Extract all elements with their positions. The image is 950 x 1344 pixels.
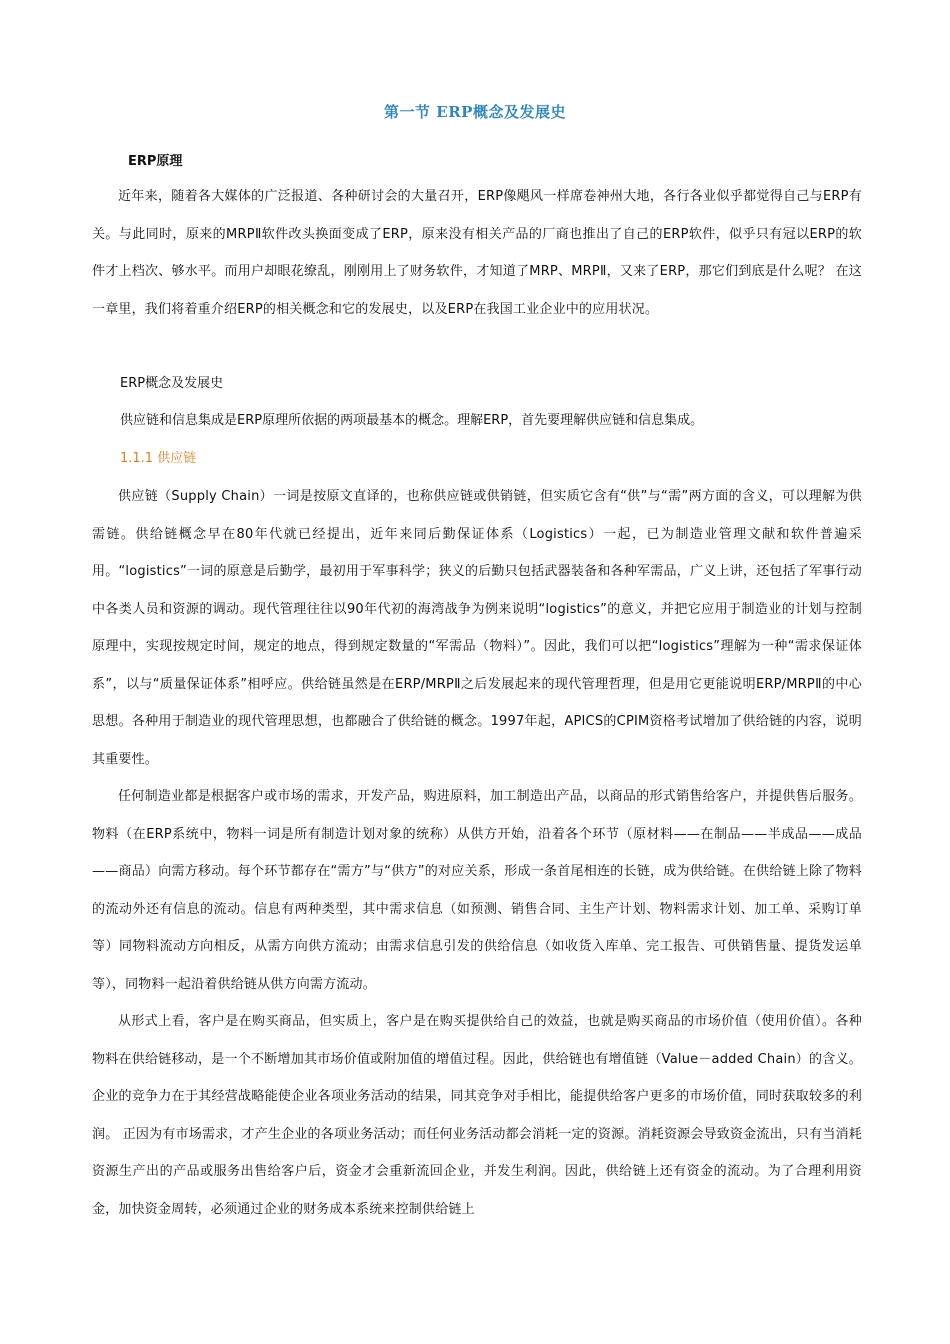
paragraph-value-chain: 从形式上看，客户是在购买商品，但实质上，客户是在购买提供给自己的效益，也就是购买商品的市场价值（使用价值）。各种物料在供给链移动，是一个不断增加其市场价值或附加值的增值过程。因此，供给链也有增值链（Value－added Chain）的含义。企业的竞争力在于其经营战略能使企业各项业务活动的结果，同其竞争对手相比，能提供给客户更多的市场价值，同时获取较多的利润。 正因为有市场需求，才产生企业的各项业务活动；而任何业务活动都会消耗一定的资源。消耗资源会导致资金流出，只有当消耗资源生产出的产品或服务出售给客户后，资金才会重新流回企业，并发生利润。因此，供给链上还有资金的流动。为了合理利用资金，加快资金周转，必须通过企业的财务成本系统来控制供给链上: [92, 1014, 862, 1217]
section-heading-supply-chain: 1.1.1 供应链: [120, 451, 197, 466]
paragraph-intro: 近年来，随着各大媒体的广泛报道、各种研讨会的大量召开，ERP像飓风一样席卷神州大地，各行各业似乎都觉得自己与ERP有关。与此同时，原来的MRPⅡ软件改头换面变成了ERP，原来没有相关产品的厂商也推出了自己的ERP软件，似乎只有冠以ERP的软件才上档次、够水平。而用户却眼花缭乱，刚刚用上了财务软件，才知道了MRP、MRPⅡ，又来了ERP，那它们到底是什么呢？ 在这一章里，我们将着重介绍ERP的相关概念和它的发展史，以及ERP在我国工业企业中的应用状况。: [92, 189, 862, 317]
heading-erp-principle: ERP原理: [128, 154, 183, 169]
paragraph-supply-chain-definition: 供应链（Supply Chain）一词是按原文直译的，也称供应链或供销链，但实质它含有“供”与“需”两方面的含义，可以理解为供需链。供给链概念早在80年代就已经提出，近年来同后勤保证体系（Logistics）一起，已为制造业管理文献和软件普遍采用。“logistics”一词的原意是后勤学，最初用于军事科学；狭义的后勤只包括武器装备和各种军需品，广义上讲，还包括了军事行动中各类人员和资源的调动。现代管理往往以90年代初的海湾战争为例来说明“logistics”的意义，并把它应用于制造业的计划与控制原理中，实现按规定时间，规定的地点，得到规定数量的“军需品（物料）”。因此，我们可以把“logistics”理解为一种“需求保证体系”，以与“质量保证体系”相呼应。供给链虽然是在ERP/MRPⅡ之后发展起来的现代管理哲理，但是用它更能说明ERP/MRPⅡ的中心思想。各种用于制造业的现代管理思想，也都融合了供给链的概念。1997年起，APICS的CPIM资格考试增加了供给链的内容，说明其重要性。: [92, 489, 862, 767]
page-title: 第一节 ERP概念及发展史: [384, 103, 566, 121]
paragraph-manufacturing-flow: 任何制造业都是根据客户或市场的需求，开发产品，购进原料，加工制造出产品，以商品的形式销售给客户，并提供售后服务。物料（在ERP系统中，物料一词是所有制造计划对象的统称）从供方开始，沿着各个环节（原材料——在制品——半成品——成品——商品）向需方移动。每个环节都存在“需方”与“供方”的对应关系，形成一条首尾相连的长链，成为供给链。在供给链上除了物料的流动外还有信息的流动。信息有两种类型，其中需求信息（如预测、销售合同、主生产计划、物料需求计划、加工单、采购订单等）同物料流动方向相反，从需方向供方流动；由需求信息引发的供给信息（如收货入库单、完工报告、可供销售量、提货发运单等），同物料一起沿着供给链从供方向需方流动。: [92, 789, 862, 992]
intro-paragraph-block: [92, 178, 862, 328]
main-paragraph-block: [92, 478, 862, 1228]
paragraph-supply-chain-intro: 供应链和信息集成是ERP原理所依据的两项最基本的概念。理解ERP，首先要理解供应链和信息集成。: [120, 413, 704, 428]
subheading-erp-concept: ERP概念及发展史: [120, 376, 224, 391]
